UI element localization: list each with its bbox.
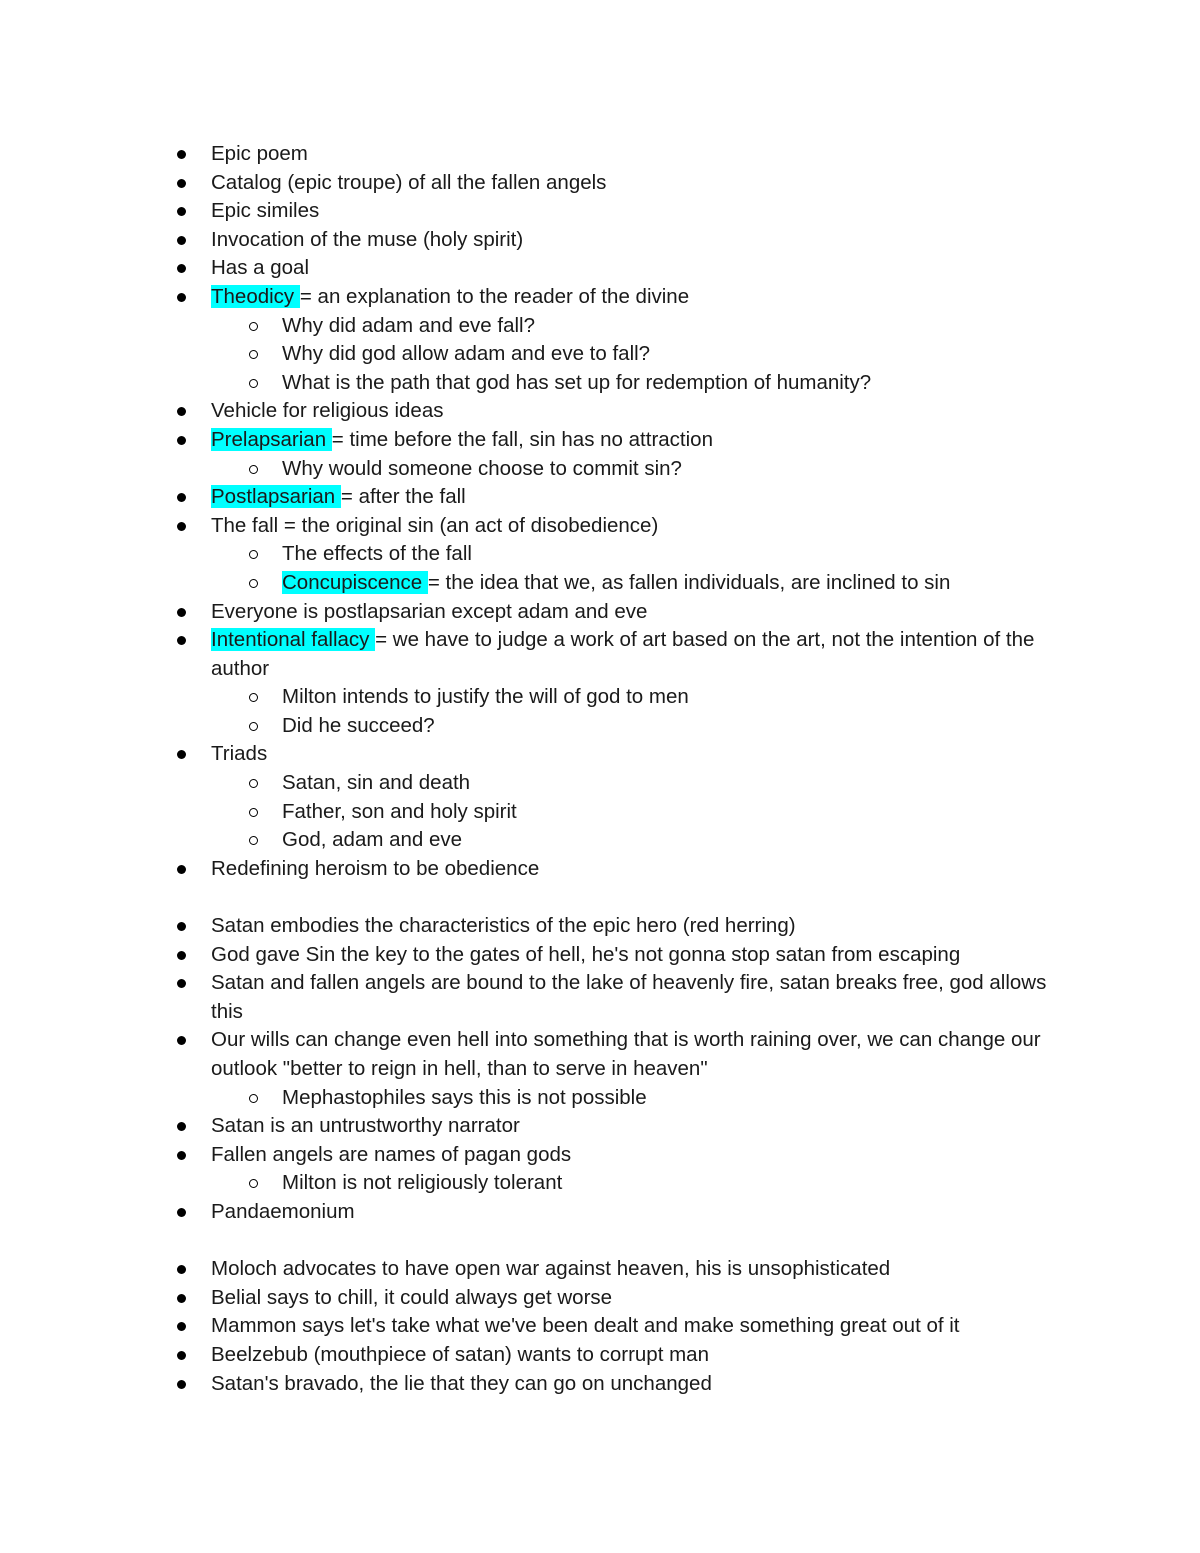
sub-list-item <box>0 1084 1062 1113</box>
list-item <box>0 512 1056 541</box>
hollow-bullet-icon <box>249 379 258 388</box>
item-text: = after the fall <box>340 485 466 509</box>
list-item <box>0 426 1056 455</box>
item-text: Why did god allow adam and eve to fall? <box>282 342 651 366</box>
item-text: Everyone is postlapsarian except adam and eve <box>211 599 648 623</box>
item-text: Our wills can change even hell into something that is worth raining over, we can change our outlook "better to reign in hell, than to serve in heaven" <box>211 1028 1041 1080</box>
item-text: Why would someone choose to commit sin? <box>282 456 682 480</box>
filled-bullet-icon <box>177 1151 186 1160</box>
sub-list-item <box>0 340 1062 369</box>
item-text: God, adam and eve <box>282 828 463 852</box>
filled-bullet-icon <box>177 951 186 960</box>
sub-list-item <box>0 826 1062 855</box>
sub-list-item <box>0 312 1062 341</box>
list-item <box>0 1370 1056 1399</box>
filled-bullet-icon <box>177 493 186 502</box>
filled-bullet-icon <box>177 236 186 245</box>
list-item <box>0 1341 1056 1370</box>
filled-bullet-icon <box>177 922 186 931</box>
highlighted-term: Postlapsarian <box>211 485 341 509</box>
item-text: Satan and fallen angels are bound to the lake of heavenly fire, satan breaks free, god allows this <box>211 971 1047 1023</box>
filled-bullet-icon <box>177 979 186 988</box>
item-text: Fallen angels are names of pagan gods <box>211 1142 572 1166</box>
list-item <box>0 483 1056 512</box>
sub-list-item <box>0 455 1062 484</box>
list-item <box>0 140 1056 169</box>
item-text: = an explanation to the reader of the divine <box>299 284 690 308</box>
hollow-bullet-icon <box>249 722 258 731</box>
filled-bullet-icon <box>177 608 186 617</box>
blank-line <box>0 883 1200 912</box>
filled-bullet-icon <box>177 436 186 445</box>
filled-bullet-icon <box>177 1380 186 1389</box>
highlighted-term: Prelapsarian <box>211 427 332 451</box>
sub-list-item <box>0 712 1062 741</box>
filled-bullet-icon <box>177 293 186 302</box>
hollow-bullet-icon <box>249 350 258 359</box>
list-item <box>0 1284 1056 1313</box>
item-text: The fall = the original sin (an act of disobedience) <box>211 513 659 537</box>
sub-list-item <box>0 683 1062 712</box>
list-item <box>0 1312 1056 1341</box>
hollow-bullet-icon <box>249 836 258 845</box>
sub-list-item <box>0 1169 1062 1198</box>
filled-bullet-icon <box>177 150 186 159</box>
filled-bullet-icon <box>177 264 186 273</box>
filled-bullet-icon <box>177 1122 186 1131</box>
hollow-bullet-icon <box>249 1094 258 1103</box>
item-text: Pandaemonium <box>211 1199 355 1223</box>
item-text: = time before the fall, sin has no attraction <box>331 427 713 451</box>
item-text: Belial says to chill, it could always get worse <box>211 1285 613 1309</box>
sub-list-item <box>0 540 1062 569</box>
item-text: Satan's bravado, the lie that they can go on unchanged <box>211 1371 712 1395</box>
item-text: The effects of the fall <box>282 542 472 566</box>
sub-list-item <box>0 369 1062 398</box>
list-item <box>0 1255 1056 1284</box>
item-text: Catalog (epic troupe) of all the fallen angels <box>211 170 607 194</box>
item-text: = the idea that we, as fallen individuals, are inclined to sin <box>427 570 951 594</box>
list-item <box>0 740 1056 769</box>
highlighted-term: Theodicy <box>211 284 300 308</box>
item-text: = we have to judge a work of art based on the art, not the intention of the author <box>211 628 1035 680</box>
item-text: Satan, sin and death <box>282 771 471 795</box>
highlighted-term: Intentional fallacy <box>211 628 376 652</box>
filled-bullet-icon <box>177 407 186 416</box>
filled-bullet-icon <box>177 750 186 759</box>
filled-bullet-icon <box>177 1322 186 1331</box>
sub-list-item <box>0 769 1062 798</box>
item-text: Epic similes <box>211 199 320 223</box>
item-text: Mephastophiles says this is not possible <box>282 1085 647 1109</box>
list-item <box>0 912 1056 941</box>
hollow-bullet-icon <box>249 579 258 588</box>
item-text: Redefining heroism to be obedience <box>211 856 540 880</box>
filled-bullet-icon <box>177 522 186 531</box>
list-item <box>0 941 1056 970</box>
item-text: What is the path that god has set up for redemption of humanity? <box>282 370 872 394</box>
list-item <box>0 1026 1056 1083</box>
filled-bullet-icon <box>177 1294 186 1303</box>
filled-bullet-icon <box>177 1351 186 1360</box>
filled-bullet-icon <box>177 207 186 216</box>
hollow-bullet-icon <box>249 693 258 702</box>
item-text: Milton intends to justify the will of god to men <box>282 685 689 709</box>
filled-bullet-icon <box>177 636 186 645</box>
list-item <box>0 969 1056 1026</box>
item-text: Did he succeed? <box>282 713 435 737</box>
hollow-bullet-icon <box>249 550 258 559</box>
hollow-bullet-icon <box>249 779 258 788</box>
list-item <box>0 197 1056 226</box>
item-text: Satan embodies the characteristics of the epic hero (red herring) <box>211 914 796 938</box>
item-text: Vehicle for religious ideas <box>211 399 444 423</box>
list-item <box>0 254 1056 283</box>
item-text: Satan is an untrustworthy narrator <box>211 1114 520 1138</box>
item-text: Epic poem <box>211 142 308 165</box>
item-text: Why did adam and eve fall? <box>282 313 535 337</box>
item-text: Beelzebub (mouthpiece of satan) wants to corrupt man <box>211 1342 709 1366</box>
item-text: Milton is not religiously tolerant <box>282 1171 563 1195</box>
filled-bullet-icon <box>177 1208 186 1217</box>
list-item <box>0 1112 1056 1141</box>
list-item <box>0 283 1056 312</box>
item-text: Moloch advocates to have open war against heaven, his is unsophisticated <box>211 1257 891 1281</box>
item-text: God gave Sin the key to the gates of hell, he's not gonna stop satan from escaping <box>211 942 961 966</box>
filled-bullet-icon <box>177 865 186 874</box>
item-text: Invocation of the muse (holy spirit) <box>211 227 524 251</box>
list-item <box>0 1198 1056 1227</box>
bullet-notes <box>0 140 1200 1398</box>
list-item <box>0 169 1056 198</box>
list-item <box>0 598 1056 627</box>
list-item <box>0 397 1056 426</box>
filled-bullet-icon <box>177 1036 186 1045</box>
blank-line <box>0 1227 1200 1256</box>
list-item <box>0 855 1056 884</box>
sub-list-item <box>0 569 1062 598</box>
item-text: Has a goal <box>211 256 310 280</box>
list-item <box>0 226 1056 255</box>
hollow-bullet-icon <box>249 808 258 817</box>
hollow-bullet-icon <box>249 465 258 474</box>
sub-list-item <box>0 798 1062 827</box>
list-item <box>0 626 1056 683</box>
filled-bullet-icon <box>177 1265 186 1274</box>
list-item <box>0 1141 1056 1170</box>
hollow-bullet-icon <box>249 1179 258 1188</box>
item-text: Mammon says let's take what we've been dealt and make something great out of it <box>211 1314 960 1338</box>
item-text: Triads <box>211 742 268 766</box>
highlighted-term: Concupiscence <box>282 570 428 594</box>
filled-bullet-icon <box>177 179 186 188</box>
item-text: Father, son and holy spirit <box>282 799 517 823</box>
hollow-bullet-icon <box>249 322 258 331</box>
